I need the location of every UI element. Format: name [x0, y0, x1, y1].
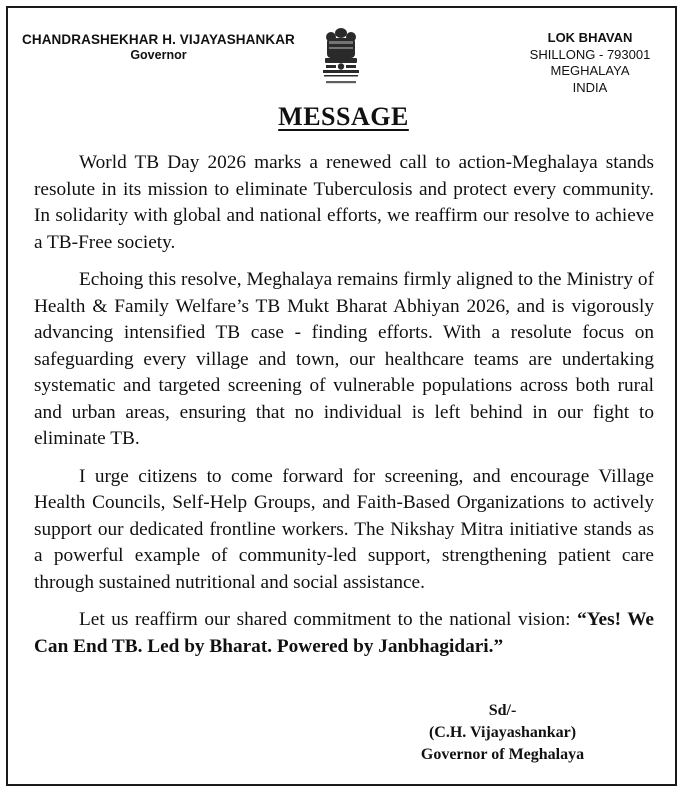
paragraph: World TB Day 2026 marks a renewed call to action-Meghalaya stands resolute in its mission to eliminate Tuberculosis and protect every community. In solidarity with global and national efforts, we reaffirm our resolve to achieve a TB-Free society. [34, 152, 654, 253]
paragraph: I urge citizens to come forward for screening, and encourage Village Health Councils, Self-Help Groups, and Faith-Based Organizations to actively support our dedicated frontline workers. The Nikshay Mitra initiative stands as a powerful example of community-led support, strengthening patient care through sustained nutritional and social assistance. [34, 465, 654, 593]
address-line: SHILLONG - 793001 [529, 46, 651, 62]
address-line: MEGHALAYA [550, 63, 630, 78]
state-emblem-icon [318, 24, 364, 90]
paragraph-vision [34, 607, 654, 660]
governor-header [22, 32, 295, 62]
page-title: MESSAGE [278, 102, 409, 131]
address-line: INDIA [572, 79, 608, 95]
governor-name: CHANDRASHEKHAR H. VIJAYASHANKAR [22, 32, 295, 47]
vision-intro: Let us reaffirm our shared commitment to the national vision: [79, 609, 578, 630]
message-body [34, 150, 654, 671]
office-address [515, 30, 665, 96]
signatory-name: (C.H. Vijayashankar) [428, 724, 577, 741]
governor-title: Governor [130, 48, 187, 62]
vision-quote: “Yes! We Can End TB. Led by Bharat. Powered by Janbhagidari.” [34, 609, 654, 657]
signatory-designation: Governor of Meghalaya [420, 746, 585, 763]
paragraph: Echoing this resolve, Meghalaya remains firmly aligned to the Ministry of Health & Family Welfare’s TB Mukt Bharat Abhiyan 2026, and is vigorously advancing intensified TB case - finding efforts. With a resolute focus on safeguarding every village and town, our healthcare teams are undertaking systematic and targeted screening of vulnerable populations across both rural and urban areas, ensuring that no individual is left behind in our fight to eliminate TB. [34, 269, 654, 449]
office-name: LOK BHAVAN [547, 30, 633, 45]
signature-block [390, 700, 615, 766]
signature-sd: Sd/- [488, 702, 517, 719]
